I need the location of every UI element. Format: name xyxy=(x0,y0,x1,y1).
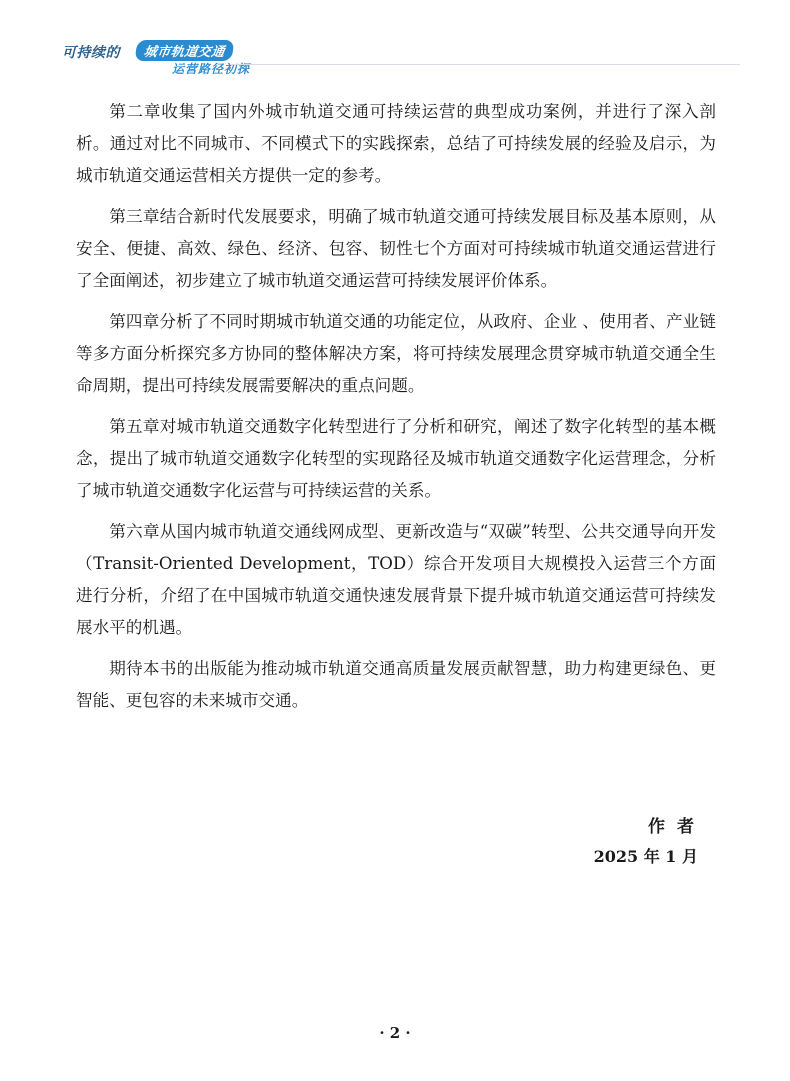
paragraph-closing: 期待本书的出版能为推动城市轨道交通高质量发展贡献智慧，助力构建更绿色、更智能、更包容的未来城市交通。 xyxy=(76,659,716,710)
signature-author: 作者 xyxy=(648,817,706,837)
paragraph-chapter-4: 第四章分析了不同时期城市轨道交通的功能定位，从政府、企业 、使用者、产业链等多方面分析探究多方协同的整体解决方案，将可持续发展理念贯穿城市轨道交通全生命周期，提出可持续发展需要解决的重点问题。 xyxy=(76,312,716,395)
paragraph-chapter-2: 第二章收集了国内外城市轨道交通可持续运营的典型成功案例，并进行了深入剖析。通过对比不同城市、不同模式下的实践探索，总结了可持续发展的经验及启示，为城市轨道交通运营相关方提供一定的参考。 xyxy=(76,102,716,185)
header-title-highlight: 城市轨道交通 xyxy=(135,40,235,61)
paragraph-chapter-5: 第五章对城市轨道交通数字化转型进行了分析和研究，阐述了数字化转型的基本概念，提出了城市轨道交通数字化转型的实现路径及城市轨道交通数字化运营理念，分析了城市轨道交通数字化运营与可持续运营的关系。 xyxy=(76,417,716,500)
signature-block xyxy=(593,812,706,872)
header-subtitle: 运营路径初探 xyxy=(172,62,251,76)
paragraph-chapter-3: 第三章结合新时代发展要求，明确了城市轨道交通可持续发展目标及基本原则，从安全、便捷、高效、绿色、经济、包容、韧性七个方面对可持续城市轨道交通运营进行了全面阐述，初步建立了城市轨道交通运营可持续发展评价体系。 xyxy=(76,207,716,290)
header-rule xyxy=(230,64,740,65)
page-number: · 2 · xyxy=(379,1024,411,1042)
running-header xyxy=(60,38,740,78)
body-text xyxy=(76,96,716,726)
header-title-part1: 可持续的 xyxy=(62,45,120,61)
paragraph-chapter-6: 第六章从国内城市轨道交通线网成型、更新改造与“双碳”转型、公共交通导向开发（Transit-Oriented Development，TOD）综合开发项目大规模投入运营三个方面进行分析，介绍了在中国城市轨道交通快速发展背景下提升城市轨道交通运营可持续发展水平的机遇。 xyxy=(76,522,716,637)
signature-date: 2025 年 1 月 xyxy=(593,847,698,866)
